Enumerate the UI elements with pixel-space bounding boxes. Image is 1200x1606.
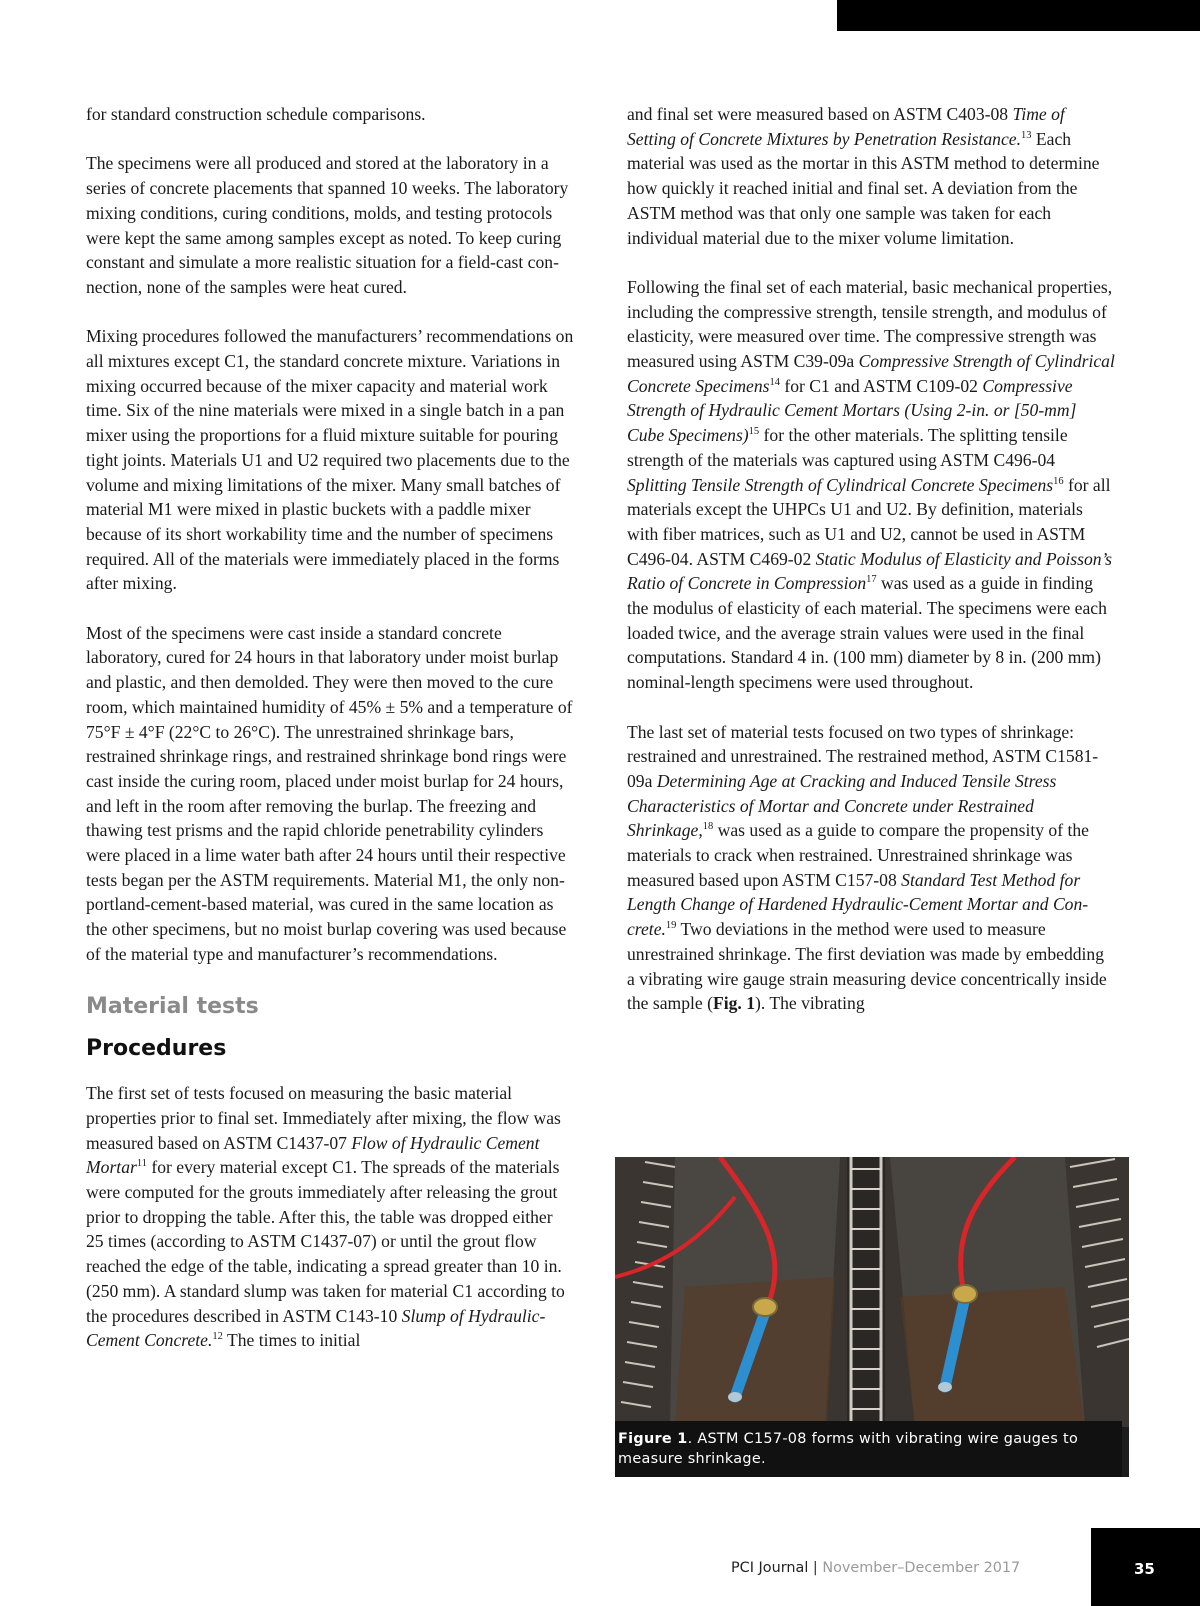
section-heading-material-tests: Material tests [86,994,259,1020]
issue-date: November–December 2017 [822,1560,1021,1576]
right-column [627,102,1115,1016]
reference-number: 13 [1020,129,1032,141]
standard-title: Splitting Tensile Strength of Cylindrical Concrete Specimens [627,474,1054,495]
text-run: and final set were measured based on ASTM C403-08 [627,104,1013,124]
text-run: Following the final set of each material, basic mechanical properties, including the compressive strength, tensile strength, and modulus of elasticity, were measured over time. The compressive strength was measured using ASTM C39-09a [627,276,1113,372]
page-number-box [1091,1528,1200,1606]
footer-separator: | [808,1560,823,1576]
figure-caption-text: . ASTM C157-08 forms with vibrating wire gauges to measure shrinkage. [618,1431,1079,1467]
paragraph: The specimens were all produced and stored at the laboratory in a series of concrete placements that spanned 10 weeks. The laboratory mixing conditions, curing conditions, molds, and testing protocols were kept the same among samples except as noted. To keep curing constant and simulate a more realistic situation for a field-cast connection, none of the samples were heat cured. [86,153,569,297]
text-run: The times to initial [222,1330,361,1351]
left-column [86,102,574,1353]
standard-title: Slump of Hydraulic-Cement Concrete. [86,1305,546,1351]
reference-number: 14 [769,376,780,388]
paragraph: for standard construction schedule comparisons. [86,104,426,124]
text-run: The first set of tests focused on measuring the basic material properties prior to final set. Immediately after mixing, the flow was measured based on ASTM C1437-07 [86,1083,561,1153]
text-run: for the other materials. The splitting tensile strength of the materials was captured using ASTM C496-04 [627,425,1068,470]
standard-title: Flow of Hydraulic Cement Mortar [86,1132,540,1178]
text-run: Two deviations in the method were used to measure unrestrained shrinkage. The first deviation was made by embedding a vibrating wire gauge strain measuring device concentrically inside the sample ( [627,919,1107,1014]
reference-number: 18 [702,821,714,833]
paragraph [627,720,1115,1016]
standard-title: Static Modulus of Elasticity and Poisson’s Ratio of Concrete in Compression [627,548,1112,594]
paragraph [627,102,1115,250]
subsection-heading-procedures: Procedures [86,1036,227,1062]
standard-title: Compressive Strength of Hydraulic Cement Mortars (Using 2-in. or [50-mm] Cube Specimens) [627,375,1077,446]
paragraph: Most of the specimens were cast inside a standard concrete laboratory, cured for 24 hours in that laboratory under moist burlap and plastic, and then demolded. They were then moved to the cure room, which maintained humidity of 45% ± 5% and a temperature of 75°F ± 4°F (22°C to 26°C). The unrestrained shrinkage bars, restrained shrinkage rings, and restrained shrinkage bond rings were cast inside the curing room, placed under moist burlap for 24 hours, and left in the room after removing the burlap. The freezing and thawing test prisms and the rapid chloride penetrability cylinders were placed in a lime water bath after 24 hours until their respective tests began per the ASTM requirements. Material M1, the only non-portland-cement-based material, was cured in the same location as the other specimens, but no moist burlap covering was used because of the material type and manufacturer’s recommendations. [86,622,573,964]
journal-name: PCI Journal [731,1560,809,1576]
paragraph [86,1081,574,1353]
text-run: The last set of material tests focused on two types of shrinkage: restrained and unrestrained. The restrained method, ASTM C1581-09a [627,721,1099,791]
standard-title: Determining Age at Cracking and Induced Tensile Stress Characteristics of Mortar and Concrete under Restrained Shrinkage, [627,770,1057,841]
text-run: was used as a guide to compare the propensity of the materials to crack when restrained. Unrestrained shrinkage was measured based upon ASTM C157-08 [627,820,1089,890]
text-run: for every material except C1. The spreads of the materials were computed for the grouts immediately after releasing the grout prior to dropping the table. After this, the table was dropped either 25 times (according to ASTM C1437-07) or until the grout flow reached the edge of the table, indicating a spread greater than 10 in. (250 mm). A standard slump was taken for material C1 according to the procedures described in ASTM C143-10 [86,1157,565,1326]
page-footer [731,1560,1020,1576]
page-number: 35 [1134,1560,1155,1578]
paragraph: Mixing procedures followed the manufacturers’ recommendations on all mixtures except C1, the standard concrete mixture. Variations in mixing occurred because of the mixer capacity and material work time. Six of the nine materials were mixed in a single batch in a pan mixer using the proportions for a fluid mixture suitable for pouring tight joints. Materials U1 and U2 required two placements due to the volume and mixing limitations of the mixer. Many small batches of material M1 were mixed in plastic buckets with a paddle mixer because of its short workability time and the number of specimens required. All of the materials were immediately placed in the forms after mixing. [86,326,574,594]
reference-number: 17 [866,574,877,586]
text-run: was used as a guide in finding the modulus of elasticity of each material. The specimens were each loaded twice, and the average strain values were used in the final computations. Standard 4 in. (100 mm) diameter by 8 in. (200 mm) nominal-length specimens were used throughout. [627,573,1107,693]
text-run: ). The vibrating [755,993,865,1014]
standard-title: Compressive Strength of Cylindrical Concrete Specimens [627,351,1115,396]
standard-title: Standard Test Method for Length Change of Hardened Hydraulic-Cement Mortar and Concrete. [627,869,1089,940]
text-run: Each material was used as the mortar in this ASTM method to determine how quickly it reached initial and final set. A deviation from the ASTM method was that only one sample was taken for each individual material due to the mixer volume limitation. [627,128,1100,248]
figure-caption [615,1421,1122,1477]
figure-1-photo [615,1157,1129,1427]
reference-number: 11 [136,1158,147,1170]
figure-label: Figure 1 [618,1431,688,1447]
paragraph [627,275,1115,695]
reference-number: 12 [212,1331,223,1343]
reference-number: 16 [1053,475,1064,487]
text-run: for all materials except the UHPCs U1 and U2. By definition, materials with fiber matrices, such as U1 and U2, cannot be used in ASTM C496-04. ASTM C469-02 [627,474,1111,569]
standard-title: Time of Setting of Concrete Mixtures by Penetration Resistance. [627,104,1065,149]
figure-reference-link[interactable]: Fig. 1 [712,993,756,1014]
text-run: for C1 and ASTM C109-02 [780,375,983,396]
header-black-bar [837,0,1200,31]
reference-number: 15 [748,426,760,438]
reference-number: 19 [665,920,677,932]
figure-1 [615,1157,1129,1477]
